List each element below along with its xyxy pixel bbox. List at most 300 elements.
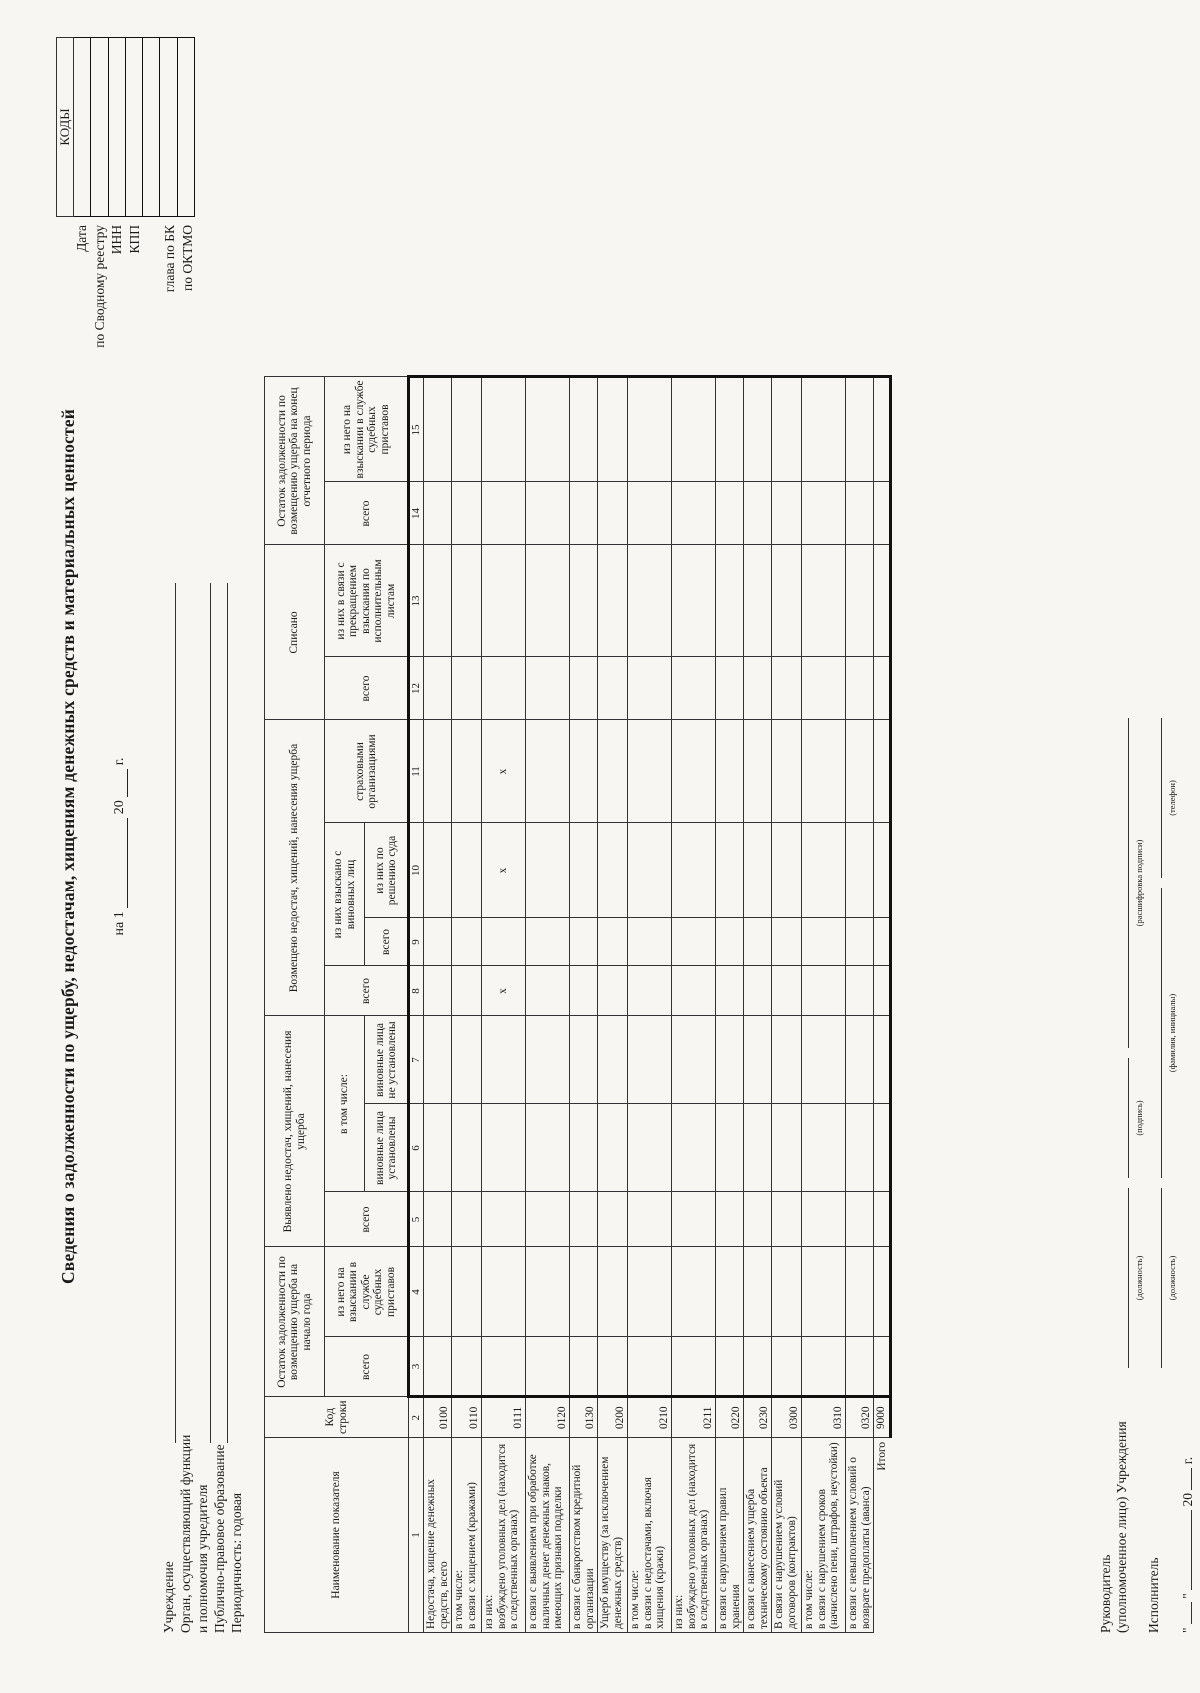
code-glava-bk-cell[interactable]: [160, 38, 177, 217]
value-cell[interactable]: [482, 377, 526, 482]
row-name: в связи с выявлением при обработке наличных денег денежных знаков, имеющих признаки подделки: [526, 1438, 570, 1633]
org-organ-field[interactable]: [210, 583, 211, 1443]
value-cell[interactable]: [628, 823, 672, 918]
row-name: в связи с нарушением правил хранения: [716, 1438, 744, 1633]
value-cell[interactable]: [598, 1337, 628, 1397]
value-cell[interactable]: [802, 377, 846, 482]
value-cell[interactable]: [744, 966, 772, 1016]
itogo-value-cell[interactable]: [874, 1016, 891, 1104]
value-cell[interactable]: [716, 720, 744, 823]
value-cell[interactable]: [802, 545, 846, 657]
col-5-header: всего: [325, 1192, 409, 1247]
value-cell[interactable]: [482, 482, 526, 545]
table-row: [570, 377, 598, 1633]
sign-year-field[interactable]: [1191, 1468, 1192, 1490]
row-name: Ущерб имуществу (за исключением денежных средств): [598, 1438, 628, 1633]
value-cell[interactable]: [744, 545, 772, 657]
cap-podpis: (подпись): [1134, 1100, 1144, 1136]
sign-date: [1180, 1457, 1196, 1633]
value-cell[interactable]: [452, 918, 482, 966]
table-row: [802, 377, 846, 1633]
codes-box: [56, 37, 195, 217]
value-cell[interactable]: [628, 1104, 672, 1192]
value-cell[interactable]: [846, 1016, 874, 1104]
value-cell[interactable]: [846, 657, 874, 720]
value-cell[interactable]: [716, 1247, 744, 1337]
value-cell[interactable]: [772, 720, 802, 823]
value-cell[interactable]: [846, 918, 874, 966]
table-row: [452, 377, 482, 1633]
sign-day-field[interactable]: [1191, 1602, 1192, 1624]
column-number-cell: 1: [409, 1438, 424, 1633]
col-name-header: Наименование показателя: [265, 1438, 409, 1633]
col-8-header: всего: [325, 966, 409, 1016]
code-inn-cell[interactable]: [108, 38, 125, 217]
row-name: в том числе: в связи с хищением (кражами): [452, 1438, 482, 1633]
table-row: [482, 377, 526, 1633]
value-cell[interactable]: [672, 482, 716, 545]
value-cell[interactable]: [744, 1192, 772, 1247]
value-cell[interactable]: [772, 482, 802, 545]
value-cell[interactable]: [452, 720, 482, 823]
value-cell[interactable]: [452, 1247, 482, 1337]
org-periodicity: Периодичность: годовая: [229, 1492, 244, 1633]
value-cell[interactable]: [482, 1016, 526, 1104]
value-cell[interactable]: [482, 1337, 526, 1397]
value-cell[interactable]: [846, 1192, 874, 1247]
value-cell[interactable]: [772, 1104, 802, 1192]
value-cell[interactable]: [570, 720, 598, 823]
value-cell[interactable]: [570, 545, 598, 657]
date-year-field[interactable]: [113, 769, 128, 797]
value-cell[interactable]: [672, 1247, 716, 1337]
value-cell[interactable]: [802, 482, 846, 545]
cap-dolzhnost-1: (должность): [1134, 1255, 1144, 1301]
code-svodny-cell[interactable]: [91, 38, 108, 217]
value-cell[interactable]: [452, 545, 482, 657]
table-row: [672, 377, 716, 1633]
value-cell[interactable]: [452, 1337, 482, 1397]
itogo-value-cell[interactable]: [874, 377, 891, 482]
value-cell[interactable]: [772, 377, 802, 482]
table-row: [772, 377, 802, 1633]
ispolnitel-label: Исполнитель: [1146, 1557, 1161, 1633]
row-name: из них: возбуждено уголовных дел (находится в следственных органах): [482, 1438, 526, 1633]
value-cell[interactable]: [452, 377, 482, 482]
code-label-svodny: по Сводному реестру: [91, 225, 107, 348]
value-cell[interactable]: [598, 1247, 628, 1337]
value-cell[interactable]: [452, 823, 482, 918]
col-10-header: из них по решению суда: [365, 823, 409, 918]
itogo-value-cell[interactable]: [874, 918, 891, 966]
value-cell[interactable]: [744, 1337, 772, 1397]
value-cell[interactable]: [744, 823, 772, 918]
value-cell[interactable]: [672, 377, 716, 482]
value-cell[interactable]: [598, 823, 628, 918]
value-cell[interactable]: [772, 657, 802, 720]
col-3-header: всего: [325, 1337, 409, 1397]
org-ppo-field[interactable]: [227, 583, 228, 1443]
value-cell[interactable]: [424, 720, 452, 823]
value-cell[interactable]: [716, 1016, 744, 1104]
value-cell[interactable]: [672, 1104, 716, 1192]
cap-telefon: (телефон): [1167, 780, 1177, 816]
value-cell[interactable]: [716, 1337, 744, 1397]
col-code-header: Код строки: [265, 1397, 409, 1438]
row-name: из них: возбуждено уголовных дел (находится в следственных органах): [672, 1438, 716, 1633]
codes-header: КОДЫ: [57, 38, 74, 217]
codes-labels: [73, 225, 196, 485]
col-11-header: страховыми организациями: [325, 720, 409, 823]
value-cell[interactable]: [772, 966, 802, 1016]
date-day-month-field[interactable]: [113, 818, 128, 908]
value-cell[interactable]: [846, 1247, 874, 1337]
value-cell[interactable]: [526, 918, 570, 966]
row-name: Недостача, хищение денежных средств, всего: [424, 1438, 452, 1633]
value-cell[interactable]: [628, 1016, 672, 1104]
value-cell[interactable]: [628, 966, 672, 1016]
value-cell[interactable]: [628, 1247, 672, 1337]
value-cell[interactable]: [424, 545, 452, 657]
col-vozm-header: Возмещено недостач, хищений, нанесения ущерба: [265, 720, 325, 1016]
value-cell[interactable]: [846, 966, 874, 1016]
value-cell[interactable]: [424, 1192, 452, 1247]
value-cell[interactable]: [570, 918, 598, 966]
row-code: 0230: [744, 1397, 772, 1438]
value-cell[interactable]: [452, 482, 482, 545]
table-row: [424, 377, 452, 1633]
rukovoditel-position-line[interactable]: [1128, 1188, 1129, 1368]
col-12-header: всего: [325, 657, 409, 720]
value-cell[interactable]: [598, 545, 628, 657]
itogo-value-cell[interactable]: [874, 1192, 891, 1247]
value-cell[interactable]: [672, 823, 716, 918]
value-cell[interactable]: [526, 966, 570, 1016]
column-number-cell: 8: [409, 966, 424, 1016]
value-cell[interactable]: [672, 1016, 716, 1104]
value-cell[interactable]: [802, 823, 846, 918]
itogo-value-cell[interactable]: [874, 720, 891, 823]
value-cell[interactable]: [744, 377, 772, 482]
value-cell[interactable]: [598, 966, 628, 1016]
value-cell[interactable]: [772, 1247, 802, 1337]
value-cell[interactable]: [424, 1247, 452, 1337]
itogo-value-cell[interactable]: [874, 1104, 891, 1192]
value-cell[interactable]: [672, 918, 716, 966]
value-cell[interactable]: [526, 1337, 570, 1397]
column-number-cell: 5: [409, 1192, 424, 1247]
sign-year-prefix: 20: [1180, 1492, 1195, 1507]
column-number-cell: 6: [409, 1104, 424, 1192]
value-cell[interactable]: [570, 823, 598, 918]
value-cell[interactable]: [482, 545, 526, 657]
value-cell[interactable]: [802, 1016, 846, 1104]
column-number-cell: 4: [409, 1247, 424, 1337]
value-cell[interactable]: [672, 1337, 716, 1397]
table-row: [526, 377, 570, 1633]
value-cell[interactable]: [482, 1104, 526, 1192]
value-cell[interactable]: [452, 1016, 482, 1104]
value-cell[interactable]: [802, 720, 846, 823]
ispolnitel-phone-line[interactable]: [1161, 718, 1162, 878]
value-cell[interactable]: [570, 1104, 598, 1192]
row-code: 0130: [570, 1397, 598, 1438]
value-cell[interactable]: [672, 1192, 716, 1247]
value-cell[interactable]: [628, 657, 672, 720]
sign-month-field[interactable]: [1191, 1510, 1192, 1590]
table-row-itogo: [874, 377, 891, 1633]
value-cell[interactable]: [526, 545, 570, 657]
value-cell[interactable]: [570, 1247, 598, 1337]
value-cell[interactable]: [744, 657, 772, 720]
value-cell[interactable]: [424, 1016, 452, 1104]
value-cell[interactable]: [802, 1337, 846, 1397]
value-cell[interactable]: [570, 482, 598, 545]
value-cell[interactable]: [424, 1337, 452, 1397]
value-cell[interactable]: [598, 1016, 628, 1104]
row-code: 0211: [672, 1397, 716, 1438]
value-cell[interactable]: [526, 1016, 570, 1104]
value-cell[interactable]: [772, 918, 802, 966]
value-cell[interactable]: [570, 1016, 598, 1104]
row-code: 0100: [424, 1397, 452, 1438]
rukovoditel-sign-line[interactable]: [1128, 1058, 1129, 1178]
value-cell[interactable]: [802, 657, 846, 720]
value-cell[interactable]: [526, 1192, 570, 1247]
table-row: [598, 377, 628, 1633]
row-name: в связи с невыполнением условий о возврате предоплаты (аванса): [846, 1438, 874, 1633]
value-cell[interactable]: [744, 918, 772, 966]
table-row: [716, 377, 744, 1633]
value-cell[interactable]: [424, 918, 452, 966]
value-cell[interactable]: [482, 657, 526, 720]
col-9-header: всего: [365, 918, 409, 966]
date-year-prefix: 20: [112, 800, 127, 815]
column-number-cell: 15: [409, 377, 424, 482]
value-cell[interactable]: [570, 657, 598, 720]
value-cell[interactable]: [846, 377, 874, 482]
col-iz-nih-vzyskano-header: из них взыскано с виновных лиц: [325, 823, 365, 966]
col-14-header: всего: [325, 482, 409, 545]
org-uchrezhdenie-label: Учреждение: [161, 1561, 176, 1633]
value-cell[interactable]: [526, 1247, 570, 1337]
row-code: 0200: [598, 1397, 628, 1438]
value-cell[interactable]: [424, 482, 452, 545]
value-cell[interactable]: [716, 545, 744, 657]
value-cell[interactable]: [526, 720, 570, 823]
ispolnitel-position-line[interactable]: [1161, 1188, 1162, 1368]
row-code: 0320: [846, 1397, 874, 1438]
column-number-row: [409, 377, 424, 1633]
value-cell[interactable]: [716, 918, 744, 966]
value-cell[interactable]: [716, 1192, 744, 1247]
value-cell[interactable]: [744, 1247, 772, 1337]
cell-excluded-mark: x: [482, 720, 526, 823]
col-4-header: из него на взыскании в службе судебных приставов: [325, 1247, 409, 1337]
code-kpp-cell[interactable]: [125, 38, 142, 217]
value-cell[interactable]: [424, 377, 452, 482]
rukovoditel-decode-line[interactable]: [1128, 718, 1129, 1048]
value-cell[interactable]: [482, 918, 526, 966]
value-cell[interactable]: [424, 657, 452, 720]
value-cell[interactable]: [598, 1104, 628, 1192]
column-number-cell: 14: [409, 482, 424, 545]
code-label-blank: [143, 225, 161, 485]
value-cell[interactable]: [802, 1192, 846, 1247]
value-cell[interactable]: [526, 377, 570, 482]
value-cell[interactable]: [628, 720, 672, 823]
table-row: [846, 377, 874, 1633]
cell-excluded-mark: x: [482, 823, 526, 918]
date-quote-close: ": [1180, 1593, 1195, 1599]
value-cell[interactable]: [672, 545, 716, 657]
value-cell[interactable]: [744, 1104, 772, 1192]
value-cell[interactable]: [716, 377, 744, 482]
cell-excluded-mark: x: [482, 966, 526, 1016]
code-oktmo-cell[interactable]: [177, 38, 194, 217]
code-date-cell[interactable]: [74, 38, 91, 217]
row-code: 0300: [772, 1397, 802, 1438]
date-year-suffix: г.: [112, 757, 127, 766]
col-ost-end-header: Остаток задолженности по возмещению ущерба на конец отчетного периода: [265, 377, 325, 545]
column-number-cell: 10: [409, 823, 424, 918]
value-cell[interactable]: [570, 1337, 598, 1397]
itogo-value-cell[interactable]: [874, 966, 891, 1016]
cap-rasshifrovka: (расшифровка подписи): [1134, 839, 1144, 927]
value-cell[interactable]: [716, 482, 744, 545]
itogo-value-cell[interactable]: [874, 1337, 891, 1397]
value-cell[interactable]: [452, 966, 482, 1016]
value-cell[interactable]: [716, 657, 744, 720]
value-cell[interactable]: [744, 1016, 772, 1104]
code-label-kpp: КПП: [126, 225, 142, 254]
value-cell[interactable]: [628, 1337, 672, 1397]
value-cell[interactable]: [598, 657, 628, 720]
itogo-value-cell[interactable]: [874, 657, 891, 720]
rukovoditel-label: Руководитель: [1098, 1554, 1113, 1633]
code-label-inn: ИНН: [109, 225, 125, 255]
value-cell[interactable]: [452, 657, 482, 720]
value-cell[interactable]: [846, 482, 874, 545]
value-cell[interactable]: [672, 720, 716, 823]
value-cell[interactable]: [628, 545, 672, 657]
org-ppo-label: Публично-правовое образование: [212, 1444, 227, 1633]
col-v-tom-chisle-header: в том числе:: [325, 1016, 365, 1192]
value-cell[interactable]: [772, 1337, 802, 1397]
value-cell[interactable]: [424, 966, 452, 1016]
value-cell[interactable]: [452, 1192, 482, 1247]
value-cell[interactable]: [570, 377, 598, 482]
code-label-date: Дата: [74, 225, 89, 252]
value-cell[interactable]: [628, 482, 672, 545]
value-cell[interactable]: [802, 1247, 846, 1337]
cap-fio: (фамилия, инициалы): [1167, 993, 1177, 1073]
value-cell[interactable]: [772, 823, 802, 918]
sign-year-suffix: г.: [1180, 1456, 1195, 1465]
value-cell[interactable]: [846, 1104, 874, 1192]
value-cell[interactable]: [598, 918, 628, 966]
itogo-value-cell[interactable]: [874, 482, 891, 545]
col-15-header: из него на взыскании в службе судебных приставов: [325, 377, 409, 482]
itogo-value-cell[interactable]: [874, 545, 891, 657]
value-cell[interactable]: [598, 482, 628, 545]
debt-table: [264, 375, 892, 1633]
col-6-header: виновные лица установлены: [365, 1104, 409, 1192]
column-number-cell: 7: [409, 1016, 424, 1104]
code-label-glava-bk: глава по БК: [161, 225, 177, 293]
ispolnitel-fio-line[interactable]: [1161, 888, 1162, 1178]
value-cell[interactable]: [598, 720, 628, 823]
row-name: в связи с банкротством кредитной организации: [570, 1438, 598, 1633]
value-cell[interactable]: [628, 918, 672, 966]
value-cell[interactable]: [482, 1192, 526, 1247]
row-code: 0220: [716, 1397, 744, 1438]
value-cell[interactable]: [598, 1192, 628, 1247]
column-number-cell: 9: [409, 918, 424, 966]
value-cell[interactable]: [744, 720, 772, 823]
value-cell[interactable]: [716, 823, 744, 918]
itogo-value-cell[interactable]: [874, 823, 891, 918]
col-7-header: виновные лица не установлены: [365, 1016, 409, 1104]
value-cell[interactable]: [570, 966, 598, 1016]
row-code: 0210: [628, 1397, 672, 1438]
value-cell[interactable]: [598, 377, 628, 482]
value-cell[interactable]: [802, 918, 846, 966]
form-title: Сведения о задолженности по ущербу, недостачам, хищениям денежных средств и материальных ценностей: [58, 408, 78, 1285]
value-cell[interactable]: [628, 1192, 672, 1247]
value-cell[interactable]: [846, 545, 874, 657]
itogo-value-cell[interactable]: [874, 1247, 891, 1337]
value-cell[interactable]: [424, 1104, 452, 1192]
value-cell[interactable]: [526, 1104, 570, 1192]
value-cell[interactable]: [846, 1337, 874, 1397]
value-cell[interactable]: [846, 720, 874, 823]
org-uchrezhdenie-field[interactable]: [175, 583, 176, 1443]
value-cell[interactable]: [452, 1104, 482, 1192]
itogo-code: 9000: [874, 1397, 891, 1438]
value-cell[interactable]: [772, 1016, 802, 1104]
col-ost-start-header: Остаток задолженности по возмещению ущерба на начало года: [265, 1247, 325, 1397]
value-cell[interactable]: [744, 482, 772, 545]
row-code: 0310: [802, 1397, 846, 1438]
col-vyyavleno-header: Выявлено недостач, хищений, нанесения ущерба: [265, 1016, 325, 1247]
value-cell[interactable]: [526, 657, 570, 720]
value-cell[interactable]: [526, 482, 570, 545]
value-cell[interactable]: [716, 966, 744, 1016]
value-cell[interactable]: [846, 823, 874, 918]
date-quote-open: ": [1180, 1627, 1195, 1633]
value-cell[interactable]: [672, 657, 716, 720]
value-cell[interactable]: [772, 1192, 802, 1247]
value-cell[interactable]: [570, 1192, 598, 1247]
date-prefix: на 1: [112, 911, 127, 936]
code-blank-cell[interactable]: [143, 38, 160, 217]
value-cell[interactable]: [772, 545, 802, 657]
value-cell[interactable]: [628, 377, 672, 482]
column-number-cell: 11: [409, 720, 424, 823]
value-cell[interactable]: [716, 1104, 744, 1192]
value-cell[interactable]: [526, 823, 570, 918]
value-cell[interactable]: [424, 823, 452, 918]
value-cell[interactable]: [802, 966, 846, 1016]
value-cell[interactable]: [802, 1104, 846, 1192]
col-spisano-header: Списано: [265, 545, 325, 720]
value-cell[interactable]: [672, 966, 716, 1016]
row-code: 0111: [482, 1397, 526, 1438]
value-cell[interactable]: [482, 1247, 526, 1337]
column-number-cell: 13: [409, 545, 424, 657]
column-number-cell: 3: [409, 1337, 424, 1397]
